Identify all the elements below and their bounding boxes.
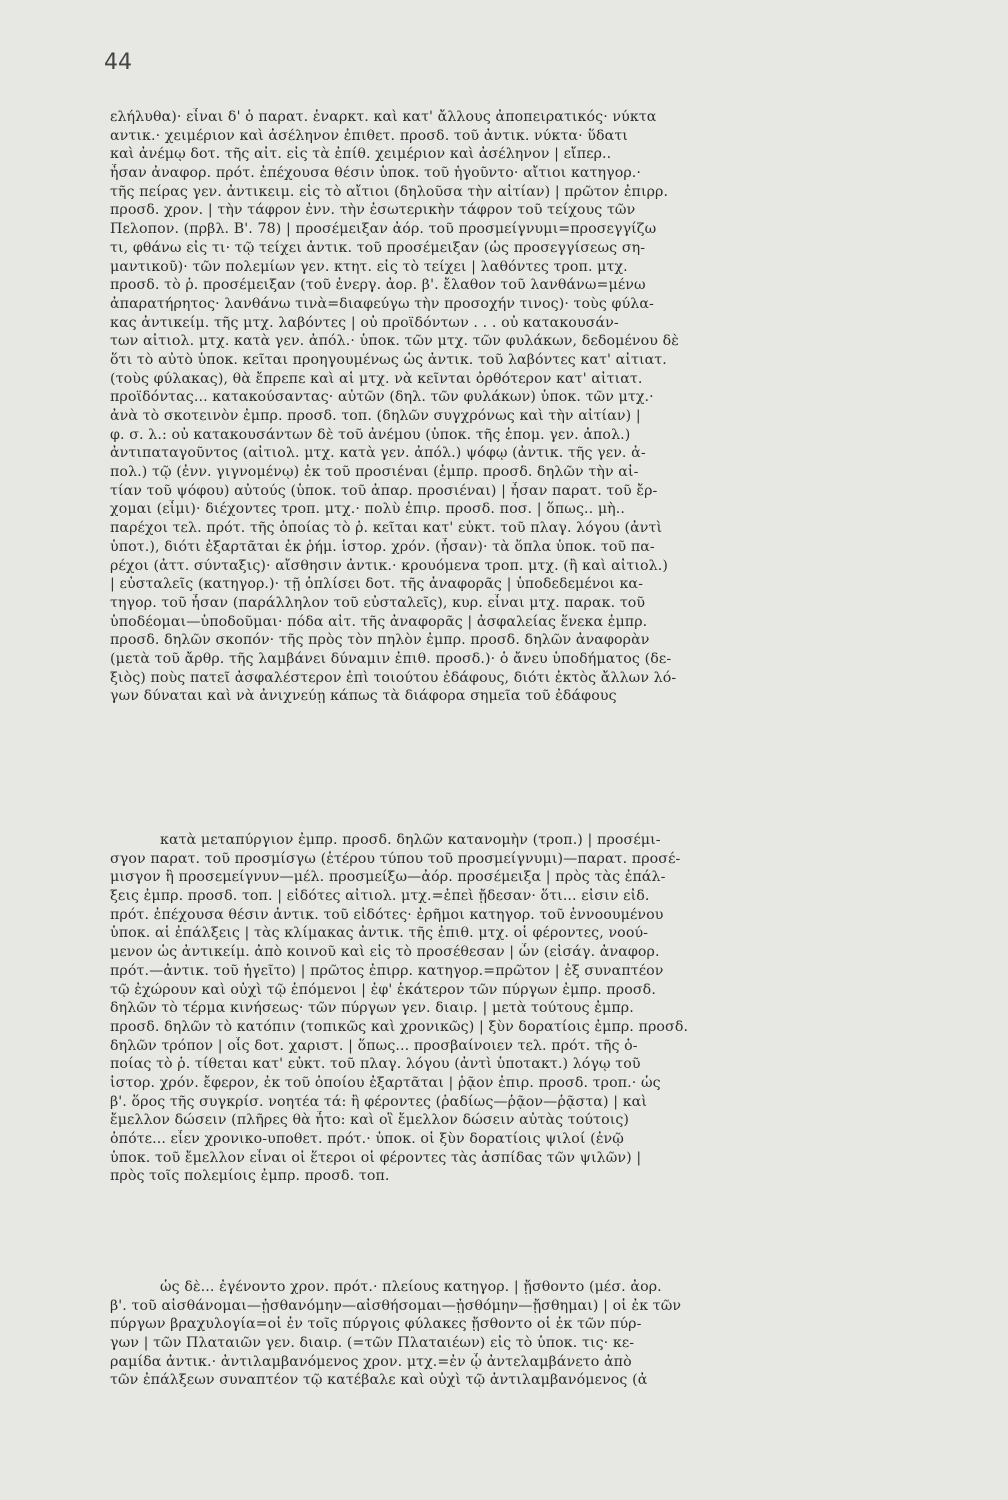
text-line: μενον ὡς ἀντικείμ. ἀπὸ κοινοῦ καὶ εἰς τὸ προσέθεσαν | ὧν (εἰσάγ. ἀναφορ.: [110, 944, 660, 961]
text-line: ὁπότε... εἶεν χρονικο-υποθετ. πρότ.· ὑποκ. οἱ ξὺν δορατίοις ψιλοί (ἐνῷ: [110, 1131, 624, 1147]
text-line: πρότ. ἐπέχουσα θέσιν ἀντικ. τοῦ εἰδότες· ἐρῆμοι κατηγορ. τοῦ ἐννοουμένου: [110, 906, 664, 923]
paragraph-1: [110, 108, 895, 706]
text-line: πύργων βραχυλογία=οἱ ἐν τοῖς πύργοις φύλακες ᾔσθοντο οἱ ἐκ τῶν πύρ-: [110, 1316, 642, 1333]
text-line: φ. σ. λ.: οὐ κατακουσάντων δὲ τοῦ ἀνέμου (ὑποκ. τῆς ἑπομ. γεν. ἀπολ.): [110, 426, 631, 443]
text-line: ποίας τὸ ῥ. τίθεται κατ' εὐκτ. τοῦ πλαγ. λόγου (ἀντὶ ὑποτακτ.) λόγῳ τοῦ: [110, 1056, 641, 1073]
text-line: ελήλυθα)· εἶναι δ' ὁ παρατ. ἐναρκτ. καὶ κατ' ἄλλους ἀποπειρατικός· νύκτα: [110, 109, 657, 125]
text-line: | εὐσταλεῖς (κατηγορ.)· τῇ ὁπλίσει δοτ. τῆς ἀναφορᾶς | ὑποδεδεμένοι κα-: [110, 576, 643, 593]
text-line: αντικ.· χειμέριον καὶ ἀσέληνον ἐπιθετ. προσδ. τοῦ ἀντικ. νύκτα· ὕδατι: [110, 127, 628, 144]
text-line: (τοὺς φύλακας), θὰ ἔπρεπε καὶ αἱ μτχ. νὰ κεῖνται ὀρθότερον κατ' αἰτιατ.: [110, 370, 643, 387]
text-line: καὶ ἀνέμῳ δοτ. τῆς αἰτ. εἰς τὰ ἐπίθ. χειμέριον καὶ ἀσέληνον | εἴπερ..: [110, 146, 612, 163]
text-line: ὑποκ. τοῦ ἔμελλον εἶναι οἱ ἕτεροι οἱ φέροντες τὰς ἀσπίδας τῶν ψιλῶν) |: [110, 1149, 642, 1166]
text-line: ἀνὰ τὸ σκοτεινὸν ἐμπρ. προσδ. τοπ. (δηλῶν συγχρόνως καὶ τὴν αἰτίαν) |: [110, 408, 641, 424]
text-line: σγον παρατ. τοῦ προσμίσγω (ἑτέρου τύπου τοῦ προσμείγνυμι)—παρατ. προσέ-: [110, 850, 681, 867]
text-line: ρέχοι (ἀττ. σύνταξις)· αἴσθησιν ἀντικ.· κρουόμενα τροπ. μτχ. (ἢ καὶ αἰτιολ.): [110, 557, 669, 574]
page-number: 44: [104, 50, 132, 75]
text-line: προϊδόντας... κατακούσαντας· αὐτῶν (δηλ. τῶν φυλάκων) ὑποκ. τῶν μτχ.·: [110, 389, 654, 406]
text-line: προσδ. δηλῶν τὸ κατόπιν (τοπικῶς καὶ χρονικῶς) | ξὺν δορατίοις ἐμπρ. προσδ.: [110, 1018, 689, 1035]
text-line: ἦσαν ἀναφορ. πρότ. ἐπέχουσα θέσιν ὑποκ. τοῦ ἡγοῦντο· αἴτιοι κατηγορ.·: [110, 165, 642, 182]
text-line: ἱστορ. χρόν. ἔφερον, ἐκ τοῦ ὁποίου ἐξαρτᾶται | ῥᾷον ἐπιρ. προσδ. τροπ.· ὡς: [110, 1074, 661, 1091]
text-line: β'. ὅρος τῆς συγκρίσ. νοητέα τά: ἢ φέροντες (ῥαδίως—ῥᾷον—ῥᾷστα) | καὶ: [110, 1093, 648, 1110]
text-line: χομαι (εἶμι)· διέχοντες τροπ. μτχ.· πολὺ ἐπιρ. προσδ. ποσ. | ὅπως.. μὴ..: [110, 501, 625, 518]
text-line: δηλῶν τρόπον | οἷς δοτ. χαριστ. | ὅπως... προσβαίνοιεν τελ. πρότ. τῆς ὁ-: [110, 1037, 638, 1054]
paragraph-2: [110, 831, 895, 1186]
text-line: κατὰ μεταπύργιον ἐμπρ. προσδ. δηλῶν κατανομὴν (τροπ.) | προσέμι-: [160, 832, 661, 848]
text-line: ἀπαρατήρητος· λανθάνω τινὰ=διαφεύγω τὴν προσοχήν τινος)· τοὺς φύλα-: [110, 295, 654, 312]
text-line: ὡς δὲ... ἐγένοντο χρον. πρότ.· πλείους κατηγορ. | ᾔσθοντο (μέσ. ἀορ.: [160, 1279, 662, 1295]
text-line: ἀντιπαταγοῦντος (αἰτιολ. μτχ. κατὰ γεν. ἀπόλ.) ψόφῳ (ἀντικ. τῆς γεν. ἀ-: [110, 445, 646, 462]
text-line: β'. τοῦ αἰσθάνομαι—ᾐσθανόμην—αἰσθήσομαι—ᾐσθόμην—ᾔσθημαι) | οἱ ἐκ τῶν: [110, 1297, 682, 1314]
text-line: ὑποτ.), διότι ἐξαρτᾶται ἐκ ῥήμ. ἱστορ. χρόν. (ἦσαν)· τὰ ὅπλα ὑποκ. τοῦ πα-: [110, 538, 655, 555]
text-line: ἔμελλον δώσειν (πλῆρες θὰ ἦτο: καὶ οἳ ἔμελλον δώσειν αὐτὰς τούτοις): [110, 1112, 630, 1129]
text-line: κας ἀντικείμ. τῆς μτχ. λαβόντες | οὐ προϊδόντων . . . οὐ κατακουσάν-: [110, 314, 619, 331]
text-line: ὑποκ. αἱ ἐπάλξεις | τὰς κλίμακας ἀντικ. τῆς ἐπιθ. μτχ. οἱ φέροντες, νοού-: [110, 925, 649, 942]
text-line: μισγον ἢ προσεμείγνυν—μέλ. προσμείξω—ἀόρ. προσέμειξα | πρὸς τὰς ἐπάλ-: [110, 869, 666, 886]
text-line: τηγορ. τοῦ ἦσαν (παράλληλον τοῦ εὐσταλεῖς), κυρ. εἶναι μτχ. παρακ. τοῦ: [110, 594, 646, 611]
text-line: ξιὸς) ποὺς πατεῖ ἀσφαλέστερον ἐπὶ τοιούτου ἐδάφους, διότι ἐκτὸς ἄλλων λό-: [110, 669, 677, 686]
text-line: προσδ. δηλῶν σκοπόν· τῆς πρὸς τὸν πηλὸν ἐμπρ. προσδ. δηλῶν ἀναφορὰν: [110, 632, 650, 649]
text-line: (μετὰ τοῦ ἄρθρ. τῆς λαμβάνει δύναμιν ἐπιθ. προσδ.)· ὁ ἄνευ ὑποδήματος (δε-: [110, 650, 672, 667]
text-line: Πελοπον. (πρβλ. Β'. 78) | προσέμειξαν ἀόρ. τοῦ προσμείγνυμι=προσεγγίζω: [110, 221, 657, 238]
text-line: γων δύναται καὶ νὰ ἀνιχνεύῃ κάπως τὰ διάφορα σημεῖα τοῦ ἐδάφους: [110, 688, 617, 705]
text-line: των αἰτιολ. μτχ. κατὰ γεν. ἀπόλ.· ὑποκ. τῶν μτχ. τῶν φυλάκων, δεδομένου δὲ: [110, 333, 679, 350]
text-line: προσδ. χρον. | τὴν τάφρον ἐνν. τὴν ἐσωτερικὴν τάφρον τοῦ τείχους τῶν: [110, 202, 636, 219]
text-line: ὅτι τὸ αὐτὸ ὑποκ. κεῖται προηγουμένως ὡς ἀντικ. τοῦ λαβόντες κατ' αἰτιατ.: [110, 351, 667, 368]
text-line: ραμίδα ἀντικ.· ἀντιλαμβανόμενος χρον. μτχ.=ἐν ᾧ ἀντελαμβάνετο ἀπὸ: [110, 1353, 632, 1370]
text-line: τῆς πείρας γεν. ἀντικειμ. εἰς τὸ αἴτιοι (δηλοῦσα τὴν αἰτίαν) | πρῶτον ἐπιρρ.: [110, 183, 669, 200]
text-line: τίαν τοῦ ψόφου) αὐτούς (ὑποκ. τοῦ ἀπαρ. προσιέναι) | ἦσαν παρατ. τοῦ ἔρ-: [110, 482, 658, 499]
text-line: προσδ. τὸ ῥ. προσέμειξαν (τοῦ ἐνεργ. ἀορ. β'. ἔλαθον τοῦ λανθάνω=μένω: [110, 277, 646, 294]
text-line: τῷ ἐχώρουν καὶ οὐχὶ τῷ ἑπόμενοι | ἐφ' ἑκάτερον τῶν πύργων ἐμπρ. προσδ.: [110, 981, 656, 998]
text-line: πολ.) τῷ (ἐνν. γιγνομένῳ) ἐκ τοῦ προσιέναι (ἐμπρ. προσδ. δηλῶν τὴν αἰ-: [110, 464, 639, 481]
text-line: πρὸς τοῖς πολεμίοις ἐμπρ. προσδ. τοπ.: [110, 1168, 390, 1185]
text-line: τῶν ἐπάλξεων συναπτέον τῷ κατέβαλε καὶ οὐχὶ τῷ ἀντιλαμβανόμενος (ἀ: [110, 1372, 648, 1389]
text-line: μαντικοῦ)· τῶν πολεμίων γεν. κτητ. εἰς τὸ τείχει | λαθόντες τροπ. μτχ.: [110, 258, 628, 275]
paragraph-3: [110, 1278, 895, 1390]
text-line: παρέχοι τελ. πρότ. τῆς ὁποίας τὸ ῥ. κεῖται κατ' εὐκτ. τοῦ πλαγ. λόγου (ἀντὶ: [110, 520, 663, 537]
text-line: δηλῶν τὸ τέρμα κινήσεως· τῶν πύργων γεν. διαιρ. | μετὰ τούτους ἐμπρ.: [110, 1000, 634, 1017]
text-line: γων | τῶν Πλαταιῶν γεν. διαιρ. (=τῶν Πλαταιέων) εἰς τὸ ὑποκ. τις· κε-: [110, 1335, 635, 1352]
text-line: ὑποδέομαι—ὑποδοῦμαι· πόδα αἰτ. τῆς ἀναφορᾶς | ἀσφαλείας ἕνεκα ἐμπρ.: [110, 613, 648, 630]
text-line: πρότ.—ἀντικ. τοῦ ἡγεῖτο) | πρῶτος ἐπιρρ. κατηγορ.=πρῶτον | ἐξ συναπτέον: [110, 962, 664, 979]
text-line: τι, φθάνω εἰς τι· τῷ τείχει ἀντικ. τοῦ προσέμειξαν (ὡς προσεγγίσεως ση-: [110, 239, 646, 256]
text-line: ξεις ἐμπρ. προσδ. τοπ. | εἰδότες αἰτιολ. μτχ.=ἐπεὶ ᾔδεσαν· ὅτι... εἰσιν εἰδ.: [110, 888, 650, 905]
